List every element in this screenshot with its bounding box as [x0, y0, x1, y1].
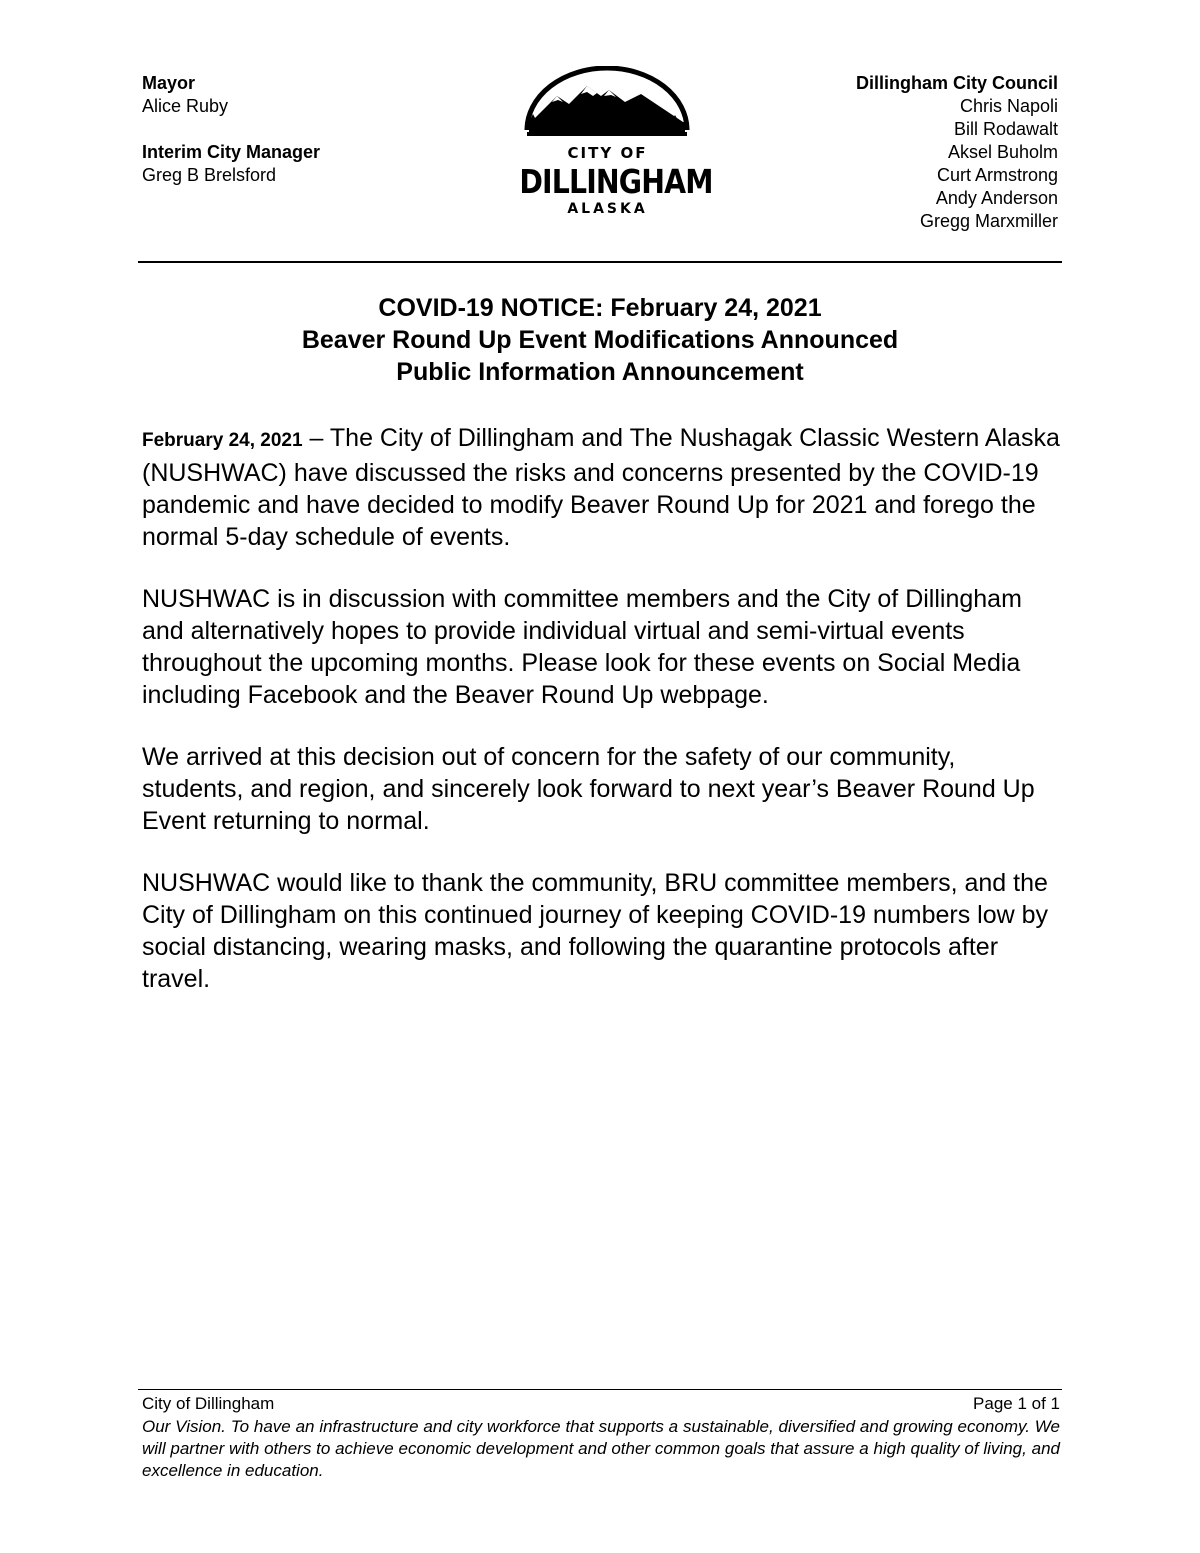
title-line-2: Beaver Round Up Event Modifications Announced: [301, 326, 899, 354]
date-dash: –: [302, 424, 330, 452]
mayor-title: Mayor: [142, 73, 196, 93]
footer-org: City of Dillingham: [142, 1394, 275, 1413]
footer-page-number: Page 1 of 1: [973, 1394, 1060, 1413]
header-officials: [142, 72, 442, 187]
footer-vision-statement: Our Vision. To have an infrastructure and city workforce that supports a sustainable, diversified and growing economy. We will partner with others to achieve economic development and other common goals that assure a high quality of living, and excellence in education.: [142, 1417, 1060, 1480]
paragraph-1-text: The City of Dillingham and The Nushagak Classic Western Alaska (NUSHWAC) have discussed the risks and concerns presented by the COVID-19 pandemic and have decided to modify Beaver Round Up for 2021 and forego the normal 5-day schedule of events.: [142, 424, 1060, 551]
city-manager-title: Interim City Manager: [142, 142, 321, 162]
logo-city-name: DILLINGHAM: [519, 162, 713, 201]
council-member: Aksel Buholm: [947, 142, 1058, 162]
header-council: [738, 72, 1058, 233]
mountain-landscape-icon: [505, 66, 710, 146]
header-divider: [138, 261, 1062, 263]
notice-title: [138, 292, 1062, 388]
footer-divider: [138, 1389, 1062, 1390]
council-title: Dillingham City Council: [855, 73, 1058, 93]
council-member: Bill Rodawalt: [953, 119, 1058, 139]
footer-row: [142, 1393, 1060, 1415]
paragraph-1: [142, 422, 1062, 553]
city-manager-name: Greg B Brelsford: [142, 165, 277, 185]
logo-city-of: CITY OF: [567, 144, 648, 162]
title-line-1: COVID-19 NOTICE: February 24, 2021: [378, 294, 822, 322]
council-member: Curt Armstrong: [936, 165, 1058, 185]
council-member: Gregg Marxmiller: [919, 211, 1058, 231]
council-member: Andy Anderson: [935, 188, 1058, 208]
logo-state: ALASKA: [567, 201, 648, 217]
notice-date: February 24, 2021: [142, 430, 303, 451]
city-logo: [505, 66, 713, 226]
paragraph-2: NUSHWAC is in discussion with committee members and the City of Dillingham and alternatively hopes to provide individual virtual and semi-virtual events throughout the upcoming months. Please look for these events on Social Media including Facebook and the Beaver Round Up webpage.: [142, 585, 1022, 709]
council-member: Chris Napoli: [959, 96, 1058, 116]
mayor-name: Alice Ruby: [142, 96, 229, 116]
paragraph-3: We arrived at this decision out of concern for the safety of our community, students, and region, and sincerely look forward to next year’s Beaver Round Up Event returning to normal.: [142, 743, 1035, 835]
title-line-3: Public Information Announcement: [396, 358, 804, 386]
notice-body: [142, 422, 1062, 1025]
paragraph-4: NUSHWAC would like to thank the community, BRU committee members, and the City of Dillingham on this continued journey of keeping COVID-19 numbers low by social distancing, wearing masks, and following the quarantine protocols after travel.: [142, 869, 1049, 993]
